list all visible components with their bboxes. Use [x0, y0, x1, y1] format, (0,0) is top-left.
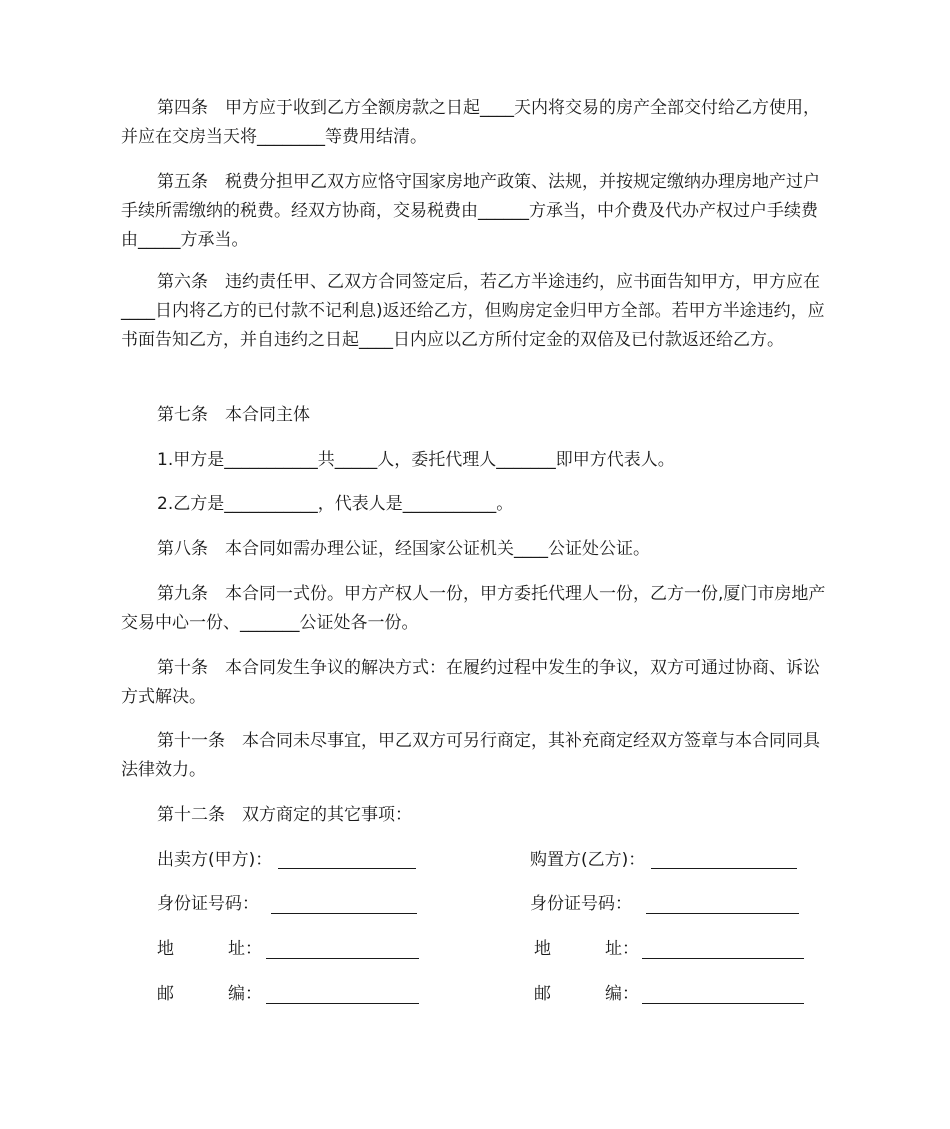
buyer-address-line	[642, 958, 804, 959]
seller-postcode-char2: 编：	[228, 984, 262, 1004]
clause-10: 第十条 本合同发生争议的解决方式：在履约过程中发生的争议，双方可通过协商、诉讼方式解决。	[121, 658, 820, 707]
seller-address-char2: 址：	[228, 939, 262, 959]
clause-6: 第六条 违约责任甲、乙双方合同签定后，若乙方半途违约，应书面告知甲方，甲方应在____日内将乙方的已付款不记利息)返还给乙方，但购房定金归甲方全部。若甲方半途违约，应书面告知乙方，并自违约之日起____日内应以乙方所付定金的双倍及已付款返还给乙方。	[121, 272, 825, 350]
clause-8: 第八条 本合同如需办理公证，经国家公证机关____公证处公证。	[157, 539, 650, 559]
buyer-address-char2: 址：	[605, 939, 639, 959]
buyer-address-char1: 地	[534, 939, 551, 959]
buyer-id-label: 身份证号码：	[530, 894, 632, 914]
seller-postcode-line	[266, 1003, 419, 1004]
buyer-id-line	[646, 913, 799, 914]
clause-7: 第七条 本合同主体	[157, 405, 310, 425]
buyer-label: 购置方(乙方)：	[530, 850, 646, 870]
buyer-postcode-char2: 编：	[605, 984, 639, 1004]
seller-id-label: 身份证号码：	[157, 894, 259, 914]
buyer-postcode-line	[642, 1003, 804, 1004]
seller-postcode-char1: 邮	[157, 984, 174, 1004]
seller-address-line	[266, 958, 419, 959]
clause-5: 第五条 税费分担甲乙双方应恪守国家房地产政策、法规，并按规定缴纳办理房地产过户手续所需缴纳的税费。经双方协商，交易税费由______方承当，中介费及代办产权过户手续费由_____方承当。	[121, 172, 820, 250]
clause-4: 第四条 甲方应于收到乙方全额房款之日起____天内将交易的房产全部交付给乙方使用，并应在交房当天将________等费用结清。	[121, 98, 820, 147]
seller-signature-line	[278, 868, 416, 869]
party-a-line: 1.甲方是___________共_____人，委托代理人_______即甲方代表人。	[157, 450, 675, 470]
seller-address-char1: 地	[157, 939, 174, 959]
party-b-line: 2.乙方是___________，代表人是___________。	[157, 494, 514, 514]
clause-12: 第十二条 双方商定的其它事项：	[157, 805, 412, 825]
clause-11: 第十一条 本合同未尽事宜，甲乙双方可另行商定，其补充商定经双方签章与本合同同具法律效力。	[121, 731, 820, 780]
clause-9: 第九条 本合同一式份。甲方产权人一份，甲方委托代理人一份，乙方一份,厦门市房地产交易中心一份、_______公证处各一份。	[121, 584, 826, 633]
buyer-signature-line	[651, 868, 797, 869]
seller-id-line	[271, 913, 417, 914]
seller-label: 出卖方(甲方)：	[157, 850, 273, 870]
buyer-postcode-char1: 邮	[534, 984, 551, 1004]
